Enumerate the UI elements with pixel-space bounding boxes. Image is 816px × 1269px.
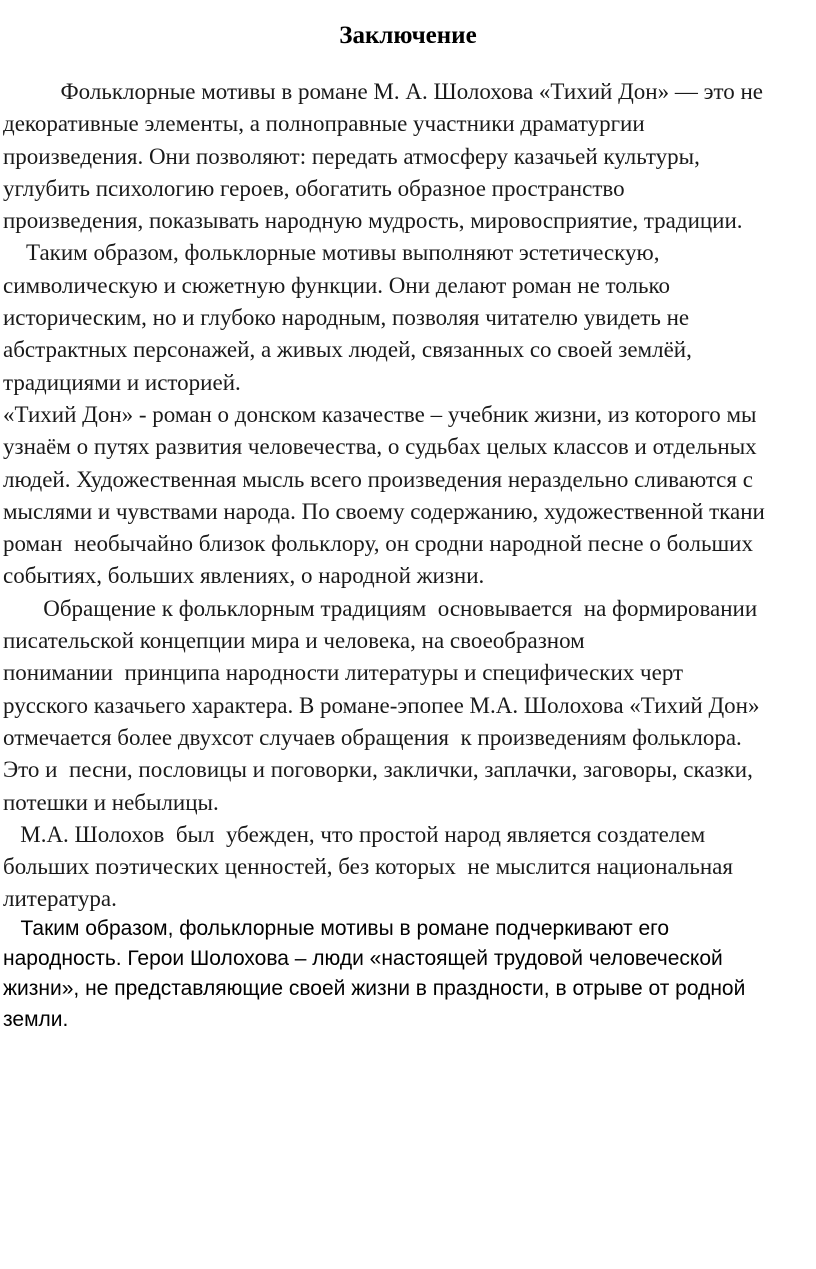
text-line: углубить психологию героев, обогатить образное пространство — [3, 175, 625, 201]
text-line: узнаём о путях развития человечества, о судьбах целых классов и отдельных — [3, 434, 757, 460]
text-line: потешки и небылицы. — [3, 789, 219, 815]
text-line: людей. Художественная мысль всего произведения нераздельно сливаются с — [3, 466, 753, 492]
text-line: Обращение к фольклорным традициям основывается на формировании — [3, 595, 758, 621]
body-text — [3, 76, 815, 916]
text-line: Таким образом, фольклорные мотивы выполняют эстетическую, — [3, 240, 660, 266]
text-line: писательской концепции мира и человека, на своеобразном — [3, 628, 585, 654]
text-line: произведения. Они позволяют: передать атмосферу казачьей культуры, — [3, 143, 700, 169]
text-line: событиях, больших явлениях, о народной жизни. — [3, 563, 485, 589]
text-line: понимании принципа народности литературы и специфических черт — [3, 660, 684, 686]
text-line: жизни», не представляющие своей жизни в праздности, в отрыве от родной — [3, 977, 746, 1001]
text-line: традициями и историей. — [3, 369, 241, 395]
text-line: Это и песни, пословицы и поговорки, заклички, заплачки, заговоры, сказки, — [3, 757, 753, 783]
text-line: М.А. Шолохов был убежден, что простой народ является создателем — [3, 821, 706, 847]
text-line: земли. — [3, 1007, 69, 1031]
text-line: роман необычайно близок фольклору, он сродни народной песне о больших — [3, 531, 753, 557]
text-line: декоративные элементы, а полноправные участники драматургии — [3, 111, 645, 137]
text-line: отмечается более двухсот случаев обращения к произведениям фольклора. — [3, 724, 742, 750]
text-line: абстрактных персонажей, а живых людей, связанных со своей землёй, — [3, 337, 692, 363]
text-line: больших поэтических ценностей, без которых не мыслится национальная — [3, 854, 733, 880]
final-paragraph — [3, 914, 815, 1035]
text-line: произведения, показывать народную мудрость, мировосприятие, традиции. — [3, 208, 743, 234]
text-line: литература. — [3, 886, 117, 912]
text-line: Таким образом, фольклорные мотивы в романе подчеркивают его — [3, 917, 670, 940]
text-line: символическую и сюжетную функции. Они делают роман не только — [3, 272, 670, 298]
text-line: народность. Герои Шолохова – люди «настоящей трудовой человеческой — [3, 947, 723, 971]
page-title: Заключение — [339, 22, 477, 49]
text-line: «Тихий Дон» - роман о донском казачестве – учебник жизни, из которого мы — [3, 401, 757, 427]
text-line: мыслями и чувствами народа. По своему содержанию, художественной ткани — [3, 498, 765, 524]
text-line: историческим, но и глубоко народным, позволяя читателю увидеть не — [3, 305, 690, 331]
text-line: русского казачьего характера. В романе-эпопее М.А. Шолохова «Тихий Дон» — [3, 692, 760, 718]
text-line: Фольклорные мотивы в романе М. А. Шолохова «Тихий Дон» — это не — [3, 79, 763, 104]
